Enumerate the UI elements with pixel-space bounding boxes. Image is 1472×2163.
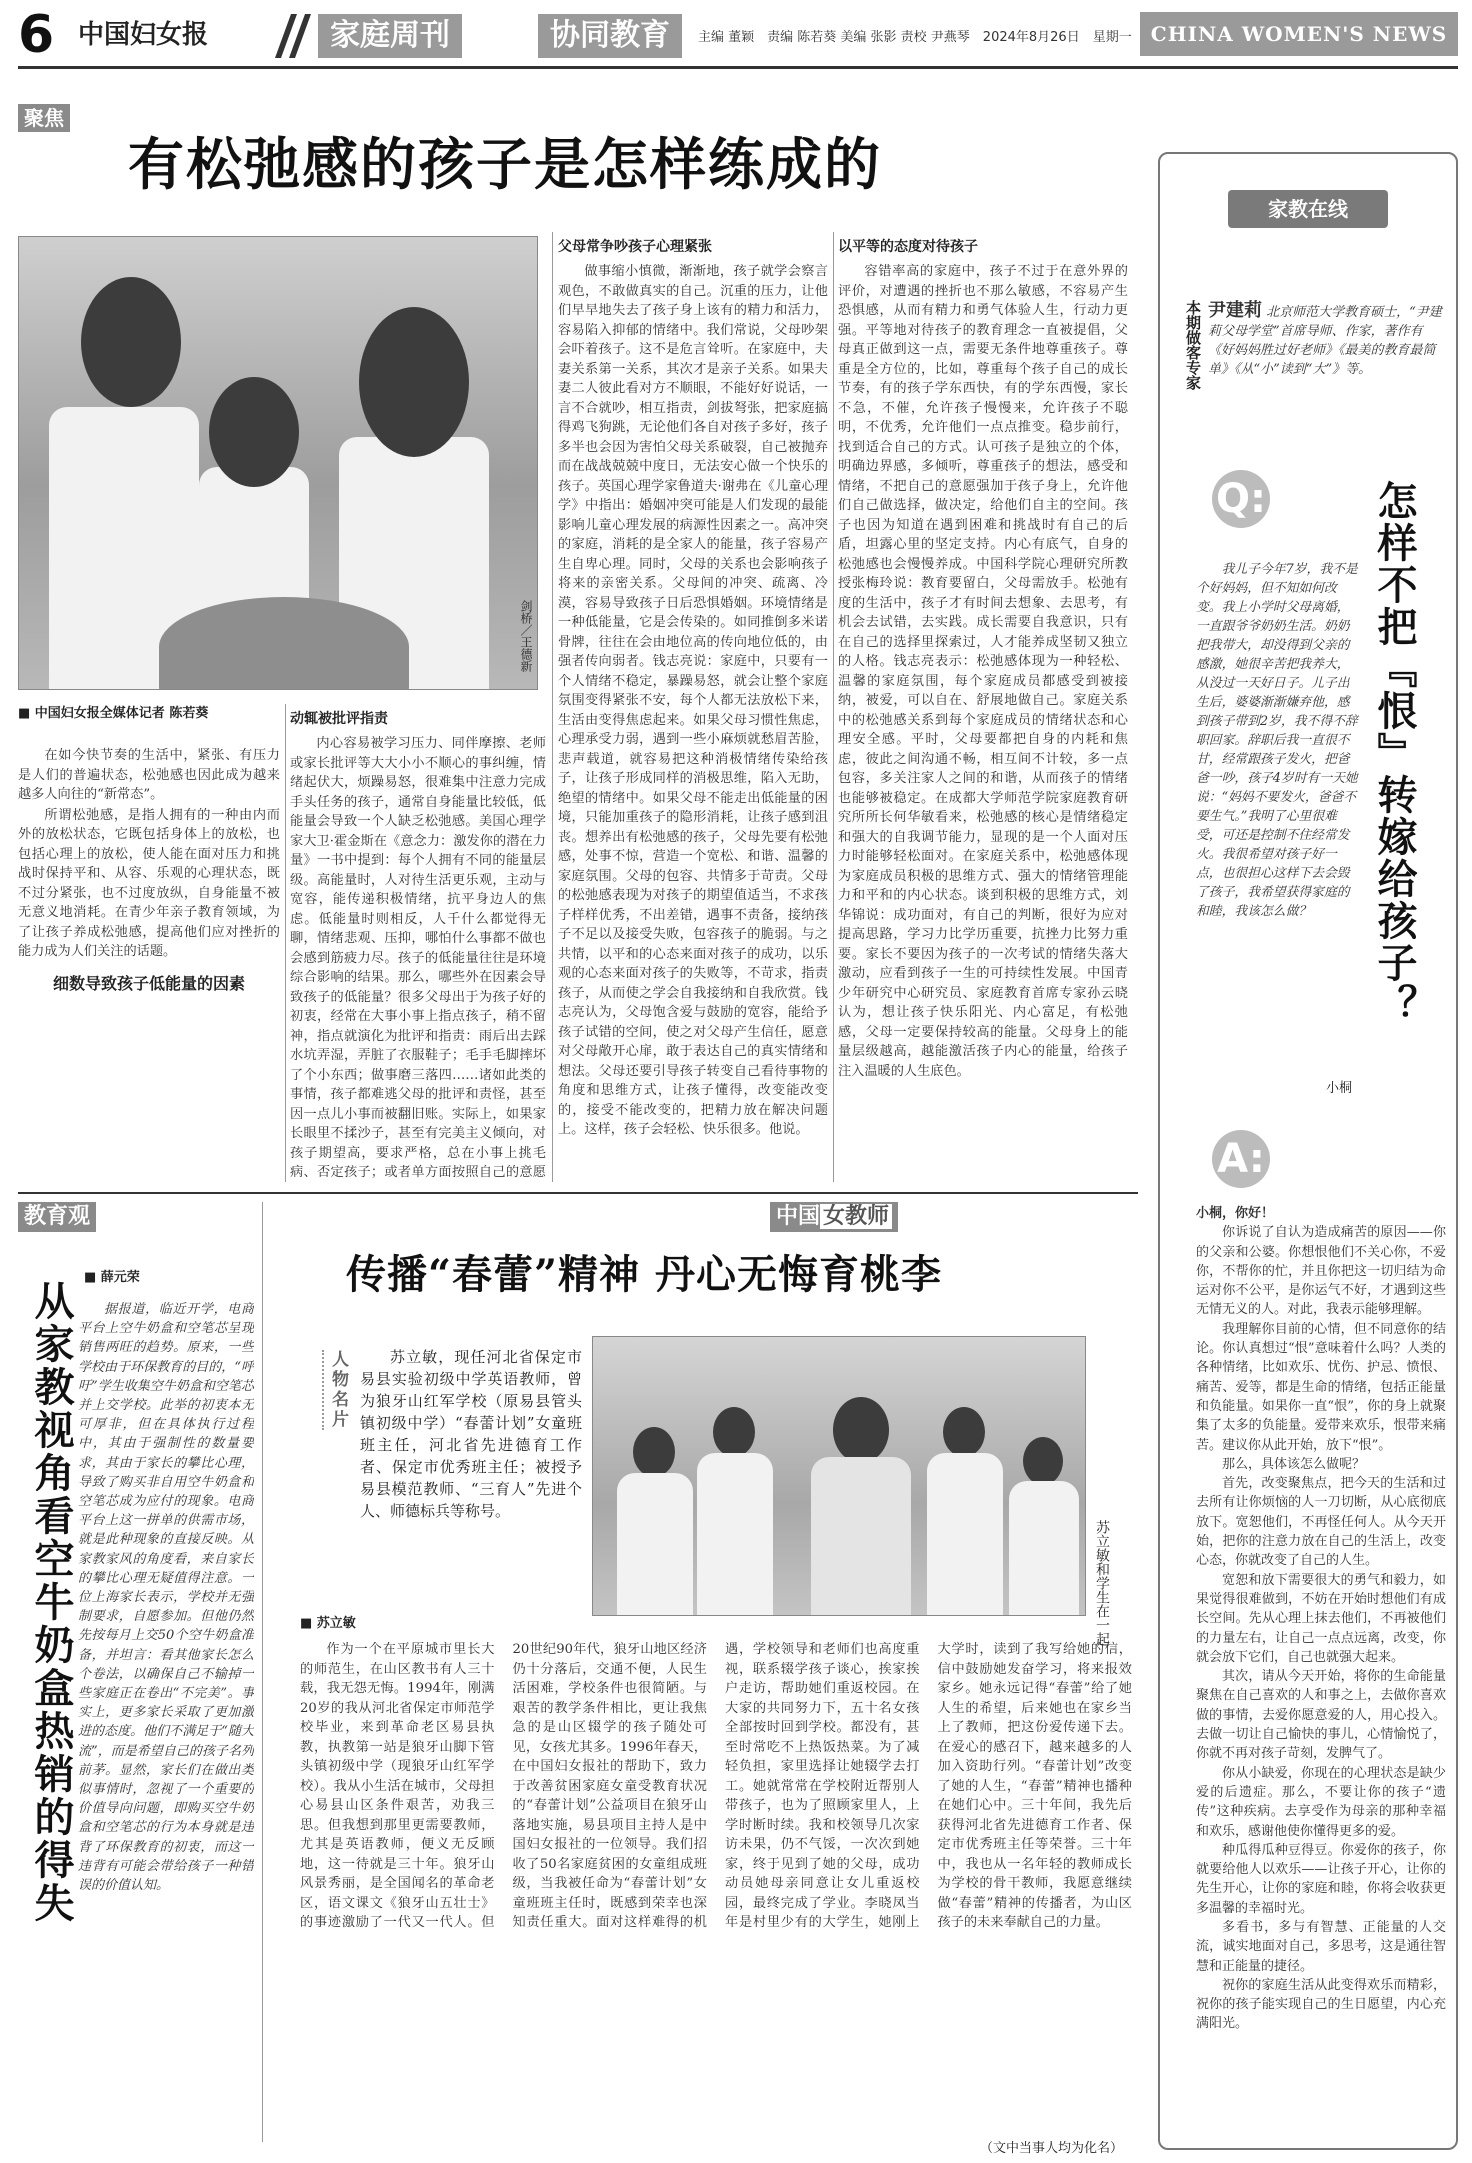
feature-column-text: 内心容易被学习压力、同伴摩擦、老师或家长批评等大大小小不顺心的事纠缠，情绪起伏大，烦躁易怒，很难集中注意力完成手头任务的孩子，通常自身能量比较低，低能量会导致一个人缺乏松弛感。美国心理学家大卫·霍金斯在《意念力：激发你的潜在力量》一书中提到：每个人拥有不同的能量层级。高能量时，人对待生活更乐观，主动与宽容，能传递积极情绪，抗平身边人的焦虑。低能量时则相反，人千什么都觉得无聊，情绪悲观、压抑，哪怕什么事都不做也会感到筋疲力尽。孩子的低能量往往是环境综合影响的结果。那么，哪些外在因素会导致孩子的低能量？很多父母出于为孩子好的初衷，经常在大事小事上指点孩子，稍不留神，指点就演化为批评和指责：雨后出去踩水坑弄湿，弄脏了衣服鞋子；毛手毛脚摔坏了个小东西；做事磨三落四……诸如此类的事情，孩子都难逃父母的批评和责怪，甚至因一点儿小事而被翻旧账。实际上，如果家长眼里不揉沙子，甚至有完美主义倾向，对孩子期望高，要求严格，总在小事上挑毛病、否定孩子；或者单方面按照自己的意愿 bbox=[290, 736, 546, 1180]
tag-part: 中国 bbox=[776, 1204, 821, 1229]
student-head bbox=[943, 1407, 985, 1457]
student-figure bbox=[617, 1473, 693, 1616]
feature-headline: 有松弛感的孩子是怎样练成的 bbox=[128, 132, 882, 198]
student-head bbox=[633, 1427, 675, 1477]
question-signature: 小桐 bbox=[1326, 1081, 1353, 1096]
student-figure bbox=[1009, 1481, 1079, 1616]
opinion-byline: ■ 薛元荣 bbox=[84, 1270, 140, 1285]
family-photo bbox=[18, 236, 538, 690]
page-number: 6 bbox=[18, 5, 55, 65]
subsection-title: 协同教育 bbox=[538, 14, 682, 58]
newspaper-logo: 中国妇女报 bbox=[78, 20, 209, 50]
end-note: （文中当事人均为化名） bbox=[980, 2141, 1124, 2156]
answer-paragraph: 多看书，多与有智慧、正能量的人交流，诚实地面对自己，多思考，这是通往智慧和正能量的捷径。 bbox=[1196, 1919, 1446, 1974]
skirt-shadow bbox=[159, 597, 409, 690]
answer-text bbox=[1196, 1204, 1446, 2034]
teacher-story-text: 作为一个在平原城市里长大的师范生，在山区教书有人三十载，我无怨无悔。1994年，刚满20岁的我从河北省保定市师范学校毕业，来到革命老区易县执教，执教第一站是狼牙山脚下管头镇初级中学（现狼牙山红军学校）。我从小生活在城市，父母担心易县山区条件艰苦，劝我三思。但我想到那里更需要教师，尤其是英语教师，便义无反顾地，这一待就是三十年。狼牙山风景秀丽，是全国闻名的革命老区，语文课文《狼牙山五壮士》的事迹激励了一代又一代人。但20世纪90年代，狼牙山地区经济仍十分落后，交通不便，人民生活困难，学校条件也很简陋。与艰苦的教学条件相比，更让我焦急的是山区辍学的孩子随处可见，女孩尤其多。1996年春天，在中国妇女报社的帮助下，致力于改善贫困家庭女童受教育状况的“春蕾计划”公益项目在狼牙山落地实施，易县项目主持人是中国妇女报社的一位领导。我们招收了50名家庭贫困的女童组成班级，当我被任命为“春蕾计划”女童班班主任时，既感到荣幸也深知责任重大。面对这样难得的机遇，学校领导和老师们也高度重视，联系辍学孩子谈心，挨家挨户走访，帮助她们重返校园。在大家的共同努力下，五十名女孩全部按时回到学校。都没有，甚至时常吃不上热饭热菜。为了减轻负担，家里选择让她辍学去打工。她就常常在学校附近帮别人带孩子，也为了照顾家里人，上学时断时续。我和校领导几次家访未果，仍不气馁，一次次到她家，终于见到了她的父母，成功动员她母亲同意让女儿重返校园，最终完成了学业。李晓凤当年是村里少有的大学生，她刚上大学时，读到了我写给她的信，信中鼓励她发奋学习，将来报效家乡。她永远记得“春蕾”给了她人生的希望，后来她也在家乡当上了教师，把这份爱传递下去。在爱心的感召下，越来越多的人加入资助行列。“春蕾计划”改变了她的人生，“春蕾”精神也播种在她们心中。三十年间，我先后获得河北省先进德育工作者、保定市优秀班主任等荣誉。三十年中，我也从一名年轻的教师成长为学校的骨干教师，我愿意继续做“春蕾”精神的传播者，为山区孩子的未来奉献自己的力量。 bbox=[300, 1642, 1132, 1930]
editors-line: 主编 董颖 责编 陈若葵 美编 张影 责校 尹燕琴 2024年8月26日 星期一 bbox=[698, 30, 1132, 45]
feature-byline: ■ 中国妇女报全媒体记者 陈若葵 bbox=[18, 706, 209, 721]
opinion-tag: 教育观 bbox=[18, 1202, 96, 1232]
teacher-photo bbox=[592, 1336, 1086, 1616]
feature-paragraph: 所谓松弛感，是指人拥有的一种由内而外的放松状态，它既包括身体上的放松，也包括心理上的放松，使人能在面对压力和挑战时保持平和、从容、乐观的心理状态，既不过分紧张，也不过度放纵，自身能量不被无意义地消耗。在青少年亲子教育领域，为了让孩子养成松弛感，提高他们应对挫折的能力成为人们关注的话题。 bbox=[18, 807, 280, 959]
answer-paragraph: 你诉说了自认为造成痛苦的原因——你的父亲和公婆。你想恨他们不关心你，不爱你，不帮你的忙，并且你把这一切归结为命运对你不公平，是你运气不好，才遇到这些无情无义的人。对此，我表示能够理解。 bbox=[1196, 1225, 1446, 1318]
feature-column-1 bbox=[18, 704, 280, 1182]
feature-subhead: 动辄被批评指责 bbox=[290, 711, 388, 727]
english-title: CHINA WOMEN'S NEWS bbox=[1140, 12, 1458, 56]
feature-subhead: 父母常争吵孩子心理紧张 bbox=[558, 239, 712, 255]
question-icon: Q: bbox=[1212, 470, 1270, 528]
answer-paragraph: 我理解你目前的心情，但不同意你的结论。你认真想过“恨”意味着什么吗？人类的各种情绪，比如欢乐、忧伤、护忌、愤恨、痛苦、爱等，都是生命的情绪，包括正能量和负能量。如果你一直“恨”，你的身上就聚集了太多的负能量。爱带来欢乐，恨带来痛苦。建议你从此开始，放下“恨”。 bbox=[1196, 1321, 1446, 1453]
profile-text: 苏立敏，现任河北省保定市易县实验初级中学英语教师，曾为狼牙山红军学校（原易县管头镇初级中学）“春蕾计划”女童班班主任，河北省先进德育工作者、保定市优秀班主任；被授予易县模范教师、“三育人”先进个人、师德标兵等称号。 bbox=[360, 1348, 582, 1520]
answer-paragraph: 那么，具体该怎么做呢？ bbox=[1222, 1456, 1366, 1472]
feature-tag: 聚焦 bbox=[18, 104, 70, 132]
tag-part: 女教师 bbox=[820, 1204, 892, 1229]
answer-greeting: 小桐，你好！ bbox=[1196, 1206, 1275, 1221]
student-figure bbox=[697, 1453, 773, 1616]
father-head bbox=[81, 277, 181, 407]
expert-intro bbox=[1208, 300, 1444, 379]
question-text: 我儿子今年7岁，我不是个好妈妈，但不知如何改变。我上小学时父母离婚，一直跟爷爷奶奶生活。奶奶把我带大，却没得到父亲的感激，她很辛苦把我养大，从没过一天好日子。儿子出生后，婆婆渐渐嫌弃他，感到孩子带到2岁，我不得不辞职回家。辞职后我一直很不甘，经常跟孩子发火，把爸爸一吵，孩子4岁时有一天她说：“妈妈不要发火，爸爸不要生气。”我明了心里很难受，可还是控制不住经常发火。我很希望对孩子好一点，也很担心这样下去会毁了孩子，我希望获得家庭的和睦，我该怎么做？ bbox=[1196, 562, 1358, 919]
teacher-figure bbox=[811, 1457, 911, 1616]
teacher-photo-credit: 苏立敏和学生在一起 bbox=[1094, 1520, 1110, 1646]
answer-paragraph: 祝你的家庭生活从此变得欢乐而精彩，祝你的孩子能实现自己的生日愿望，内心充满阳光。 bbox=[1196, 1977, 1446, 2032]
section-title: 家庭周刊 bbox=[318, 14, 462, 58]
column-divider bbox=[552, 232, 553, 1182]
column-divider bbox=[285, 704, 286, 1182]
answer-paragraph: 其次，请从今天开始，将你的生命能量聚焦在自己喜欢的人和事之上，去做你喜欢做的事情，去爱你愿意爱的人，用心投入。去做一切让自己愉快的事儿，心情愉悦了，你就不再对孩子苛刻，发脾气了。 bbox=[1196, 1669, 1446, 1762]
feature-subhead: 以平等的态度对待孩子 bbox=[838, 239, 978, 255]
section-rule bbox=[18, 1192, 1138, 1194]
slash-decoration bbox=[275, 14, 321, 58]
teacher-byline: ■ 苏立敏 bbox=[300, 1616, 356, 1631]
expert-name: 尹建莉 bbox=[1208, 300, 1262, 321]
teacher-headline: 传播“春蕾”精神 丹心无悔育桃李 bbox=[346, 1251, 942, 1298]
answer-icon: A: bbox=[1212, 1130, 1270, 1188]
masthead bbox=[18, 6, 1458, 64]
opinion-title: 从家教视角看空牛奶盒热销的得失 bbox=[28, 1280, 75, 1925]
student-head bbox=[1023, 1437, 1063, 1485]
answer-paragraph: 你从小缺爱，你现在的心理状态是缺少爱的后遗症。那么，不要让你的孩子“遗传”这种疾病。去享受作为母亲的那种幸福和欢乐，感谢他使你懂得更多的爱。 bbox=[1196, 1765, 1446, 1839]
sidebar-tag: 家教在线 bbox=[1228, 190, 1388, 228]
column-divider bbox=[833, 232, 834, 1182]
student-figure bbox=[927, 1453, 1003, 1616]
opinion-text: 据报道，临近开学，电商平台上空牛奶盒和空笔芯呈现销售两旺的趋势。原来，一些学校由于环保教育的目的，“呼吁”学生收集空牛奶盒和空笔芯并上交学校。此举的初衷本无可厚非，但在具体执行过程中，其由于强制性的数量要求，其由于家长的攀比心理，导致了购买非自用空牛奶盒和空笔芯成为应付的现象。电商平台上这一拼单的供需市场，就是此种现象的直接反映。从家教家风的角度看，来自家长的攀比心理无疑值得注意。一位上海家长表示，学校并无强制要求，自愿参加。但他仍然先按每月上交50个空牛奶盒准备，并坦言：看其他家长怎么个卷法，以确保自己不输掉一些家庭正在卷出“不完美”。事实上，更多家长采取了更加激进的态度。他们不满足于“随大流”，而是希望自己的孩子名列前茅。显然，家长们在做出类似事情时，忽视了一个重要的价值导向问题，即购买空牛奶盒和空笔芯的行为本身就是违背了环保教育的初衷，而这一违背有可能会带给孩子一种错误的价值认知。 bbox=[78, 1302, 254, 1894]
column-divider bbox=[262, 1202, 263, 2142]
feature-paragraph: 在如今快节奏的生活中，紧张、有压力是人们的普遍状态，松弛感也因此成为越来越多人向往的“新常态”。 bbox=[18, 748, 280, 802]
answer-paragraph: 宽恕和放下需要很大的勇气和毅力，如果觉得很难做到，不妨在开始时想他们有成长空间。先从心理上抹去他们，不再被他们的力量左右，让自己一点点远离，改变，你就会放下它们，自己也就强大起来。 bbox=[1196, 1572, 1446, 1665]
teacher-head bbox=[833, 1397, 889, 1463]
question-title: 怎样不把『恨』转嫁给孩子？ bbox=[1371, 480, 1418, 1026]
feature-subhead: 细数导致孩子低能量的因素 bbox=[52, 973, 245, 993]
teacher-tag bbox=[770, 1202, 898, 1232]
masthead-rule bbox=[18, 66, 1458, 69]
feature-column-3 bbox=[558, 232, 828, 1182]
girl-head bbox=[209, 377, 299, 487]
feature-column-text: 做事缩小慎微，渐渐地，孩子就学会察言观色，不敢做真实的自己。沉重的压力，让他们早早地失去了孩子身上该有的精力和活力，容易陷入抑郁的情绪中。我们常说，父母吵架会吓着孩子。这不是危言耸听。在家庭中，夫妻关系第一关系，其次才是亲子关系。如果夫妻二人彼此看对方不顺眼，不能好好说话，一言不合就吵，相互指责，剑拔弩张，把家庭搞得鸡飞狗跳，无论他们各自对孩子多好，孩子多半也会因为害怕父母关系破裂，自己被抛弃而在战战兢兢中度日，无法安心做一个快乐的孩子。英国心理学家鲁道夫·谢弗在《儿童心理学》中指出：婚姻冲突可能是人们发现的最能影响儿童心理发展的病源性因素之一。高冲突的家庭，消耗的是全家人的能量，孩子容易产生自卑心理。同时，父母的关系也会影响孩子将来的亲密关系。父母间的冲突、疏离、冷漠，容易导致孩子日后恐惧婚姻。环境情绪是一种低能量，它是会传染的。如同推倒多米诺骨牌，往往在会由地位高的传向地位低的，由强者传向弱者。钱志亮说：家庭中，只要有一个人情绪不稳定，暴躁易怒，就会让整个家庭氛围变得紧张不安，每个人都无法放松下来，生活由变得焦虑起来。如果父母习惯性焦虑，心理承受力弱，遇到一些小麻烦就愁眉苦脸，悲声载道，就容易把这种消极情绪传染给孩子，让孩子形成同样的消极思维，陷入无助，绝望的情绪中。如果父母不能走出低能量的困境，只能加重孩子的隐形消耗，让孩子感到沮丧。想养出有松弛感的孩子，父母先要有松弛感，处事不惊，营造一个宽松、和谐、温馨的家庭氛围。父母的包容、共情多于苛责。父母的松弛感表现为对孩子的期望值适当，不求孩子样样优秀，不出差错，遇事不责备，接纳孩子不足以及接受失败，包容孩子的脆弱。与之共情，以平和的心态来面对孩子的成功，以乐观的心态来面对孩子的失败等，不苛求，指责孩子，从而使之学会自我接纳和自我欣赏。钱志亮认为，父母饱含爱与鼓励的宽容，能给予孩子试错的空间，使之对父母产生信任，愿意对父母敞开心扉，敢于表达自己的真实情绪和想法。父母还要引导孩子转变自己看待事物的角度和思维方式，让孩子懂得，改变能改变的，接受不能改变的，把精力放在解决问题上。这样，孩子会轻松、快乐很多。他说。 bbox=[558, 264, 828, 1137]
profile-label: 人物名片 bbox=[322, 1350, 348, 1430]
feature-column-4 bbox=[838, 232, 1128, 1182]
student-head bbox=[713, 1407, 755, 1457]
answer-paragraph: 首先，改变聚焦点，把今天的生活和过去所有让你烦恼的人一刀切断，从心底彻底放下。宽恕他们，不再怪任何人。从今天开始，把你的注意力放在自己的生活上，改变心态，你就改变了自己的人生。 bbox=[1196, 1476, 1446, 1569]
feature-column-2 bbox=[290, 704, 546, 1182]
expert-label: 本期做客专家 bbox=[1184, 300, 1202, 390]
feature-column-text: 容错率高的家庭中，孩子不过于在意外界的评价，对遭遇的挫折也不那么敏感，不容易产生恐惧感，从而有精力和勇气体验人生，行动力更强。平等地对待孩子的教育理念一直被提倡，父母真正做到这一点，需要无条件地尊重孩子。尊重是全方位的，比如，尊重每个孩子自己的成长节奏，有的孩子学东西快，有的学东西慢，家长不急，不催，允许孩子慢慢来，允许孩子不聪明，不优秀，允许他们一点点推变。稳步前行，找到适合自己的方式。认可孩子是独立的个体，明确边界感，多倾听，尊重孩子的想法，感受和情绪，不把自己的意愿强加于孩子身上，允许他们自己做选择，做决定，给他们自主的空间。孩子也因为知道在遇到困难和挑战时有自己的后盾，坦露心里的坚定支持。内心有底气，自身的松弛感也会慢慢养成。中国科学院心理研究所教授张梅玲说：教育要留白，父母需放手。松弛有度的生活中，孩子才有时间去想象、去思考，有机会去试错，去实践。成长需要自我意识，只有在自己的选择里探索过，人才能养成坚韧又独立的人格。钱志亮表示：松弛感体现为一种轻松、温馨的家庭氛围，每个家庭成员都感受到被接纳，被爱，可以自在、舒展地做自己。家庭关系中的松弛感关系到每个家庭成员的情绪状态和心理安全感。平时，父母要都把自身的内耗和焦虑，彼此之间沟通不畅，相互间不计较，多一点包容，多关注家人之间的和谐，从而孩子的情绪也能够被稳定。在成都大学师范学院家庭教育研究所所长何华敏看来，松弛感的核心是情绪稳定和强大的自我调节能力，显现的是一个人面对压力时能够轻松面对。在家庭关系中，松弛感体现为家庭成员积极的思维方式、强大的情绪管理能力和平和的内心状态。谈到积极的思维方式，刘华锦说：成功面对，有自己的判断，很好为应对提高思路，学习力比学历重要，抗挫力比努力重要。家长不要因为孩子的一次考试的情绪失落大激动，应看到孩子一生的可持续性发展。中国青少年研究中心研究员、家庭教育首席专家孙云晓认为，想让孩子快乐阳光、内心富足，有松弛感，父母一定要保持较高的能量。父母身上的能量层级越高，越能激活孩子内心的能量，给孩子注入温暖的人生底色。 bbox=[838, 264, 1128, 1079]
expert-bio: 北京师范大学教育硕士，“尹建莉父母学堂”首席导师、作家，著作有《好妈妈胜过好老师》《最美的教育最简单》《从“小”读到“大”》等。 bbox=[1208, 305, 1442, 377]
mother-head bbox=[359, 307, 469, 457]
photo-credit: 剑桥／王德新 bbox=[519, 600, 533, 672]
answer-paragraph: 种瓜得瓜种豆得豆。你爱你的孩子，你就要给他人以欢乐——让孩子开心，让你的先生开心，让你的家庭和睦，你将会收获更多温馨的幸福时光。 bbox=[1196, 1842, 1446, 1916]
